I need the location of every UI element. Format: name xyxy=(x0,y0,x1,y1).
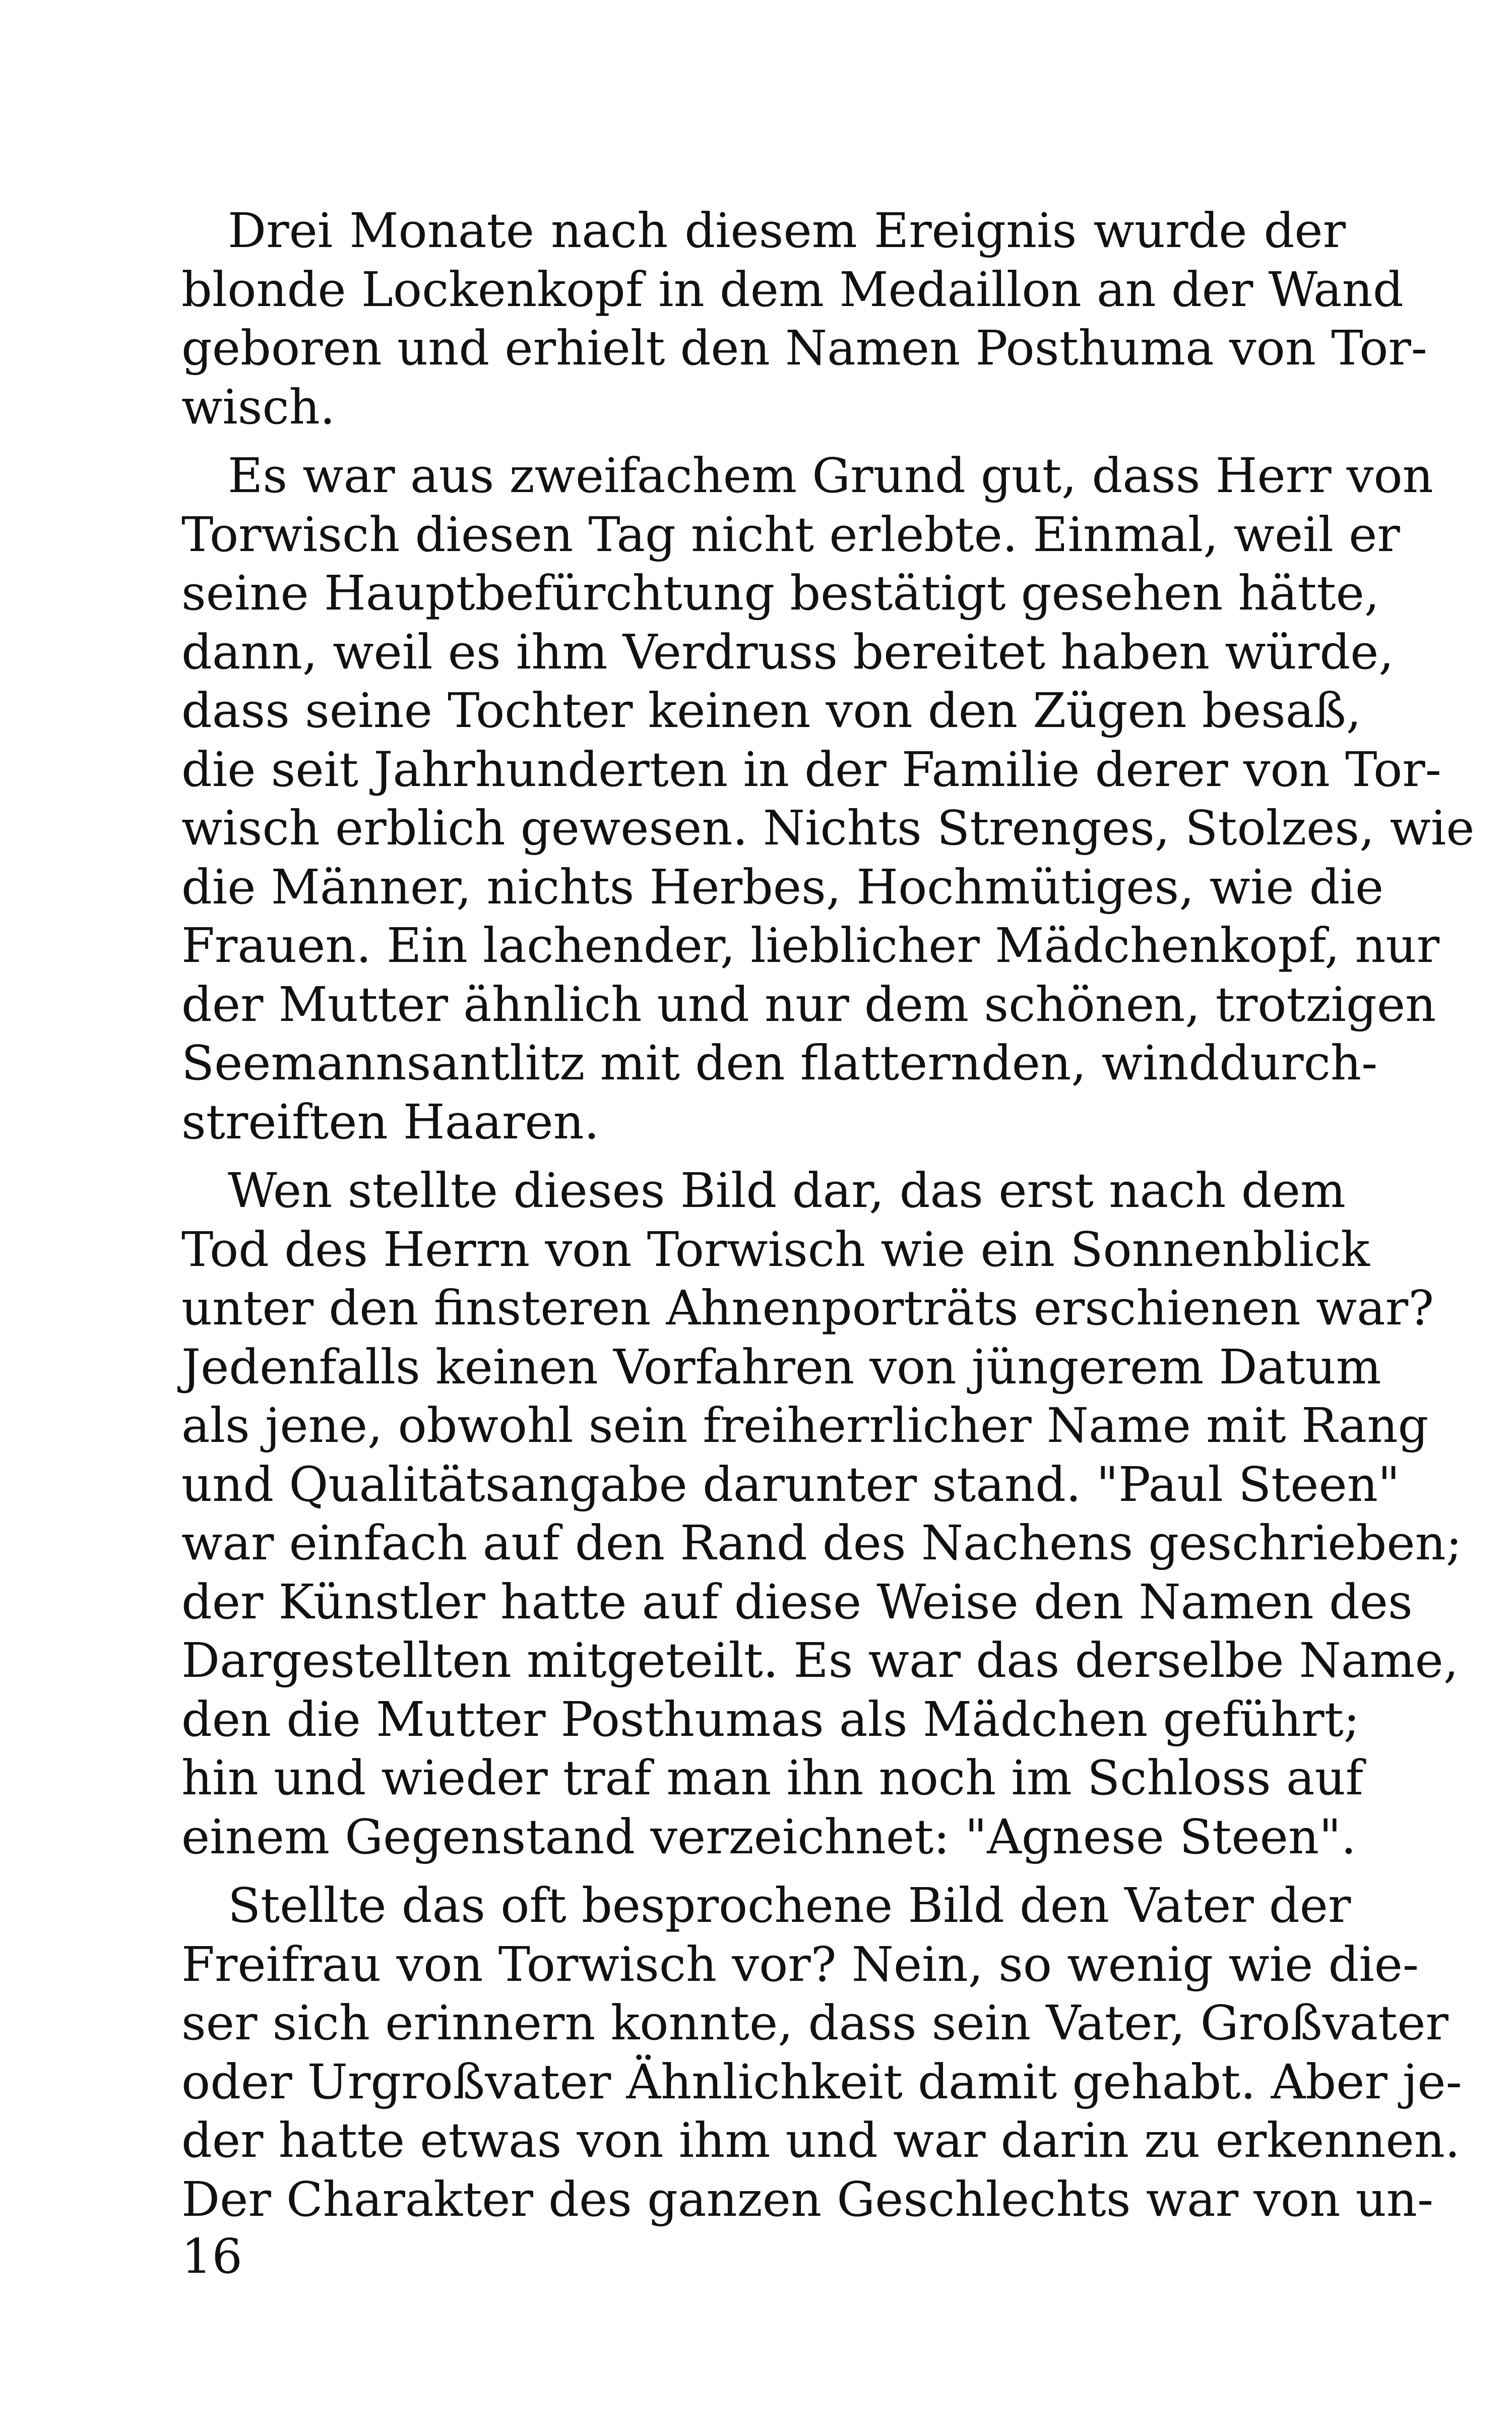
text-line: wisch erblich gewesen. Nichts Strenges, Stolzes, wie xyxy=(181,801,1475,856)
body-text xyxy=(181,202,1475,2229)
text-line: der Künstler hatte auf diese Weise den Namen des xyxy=(181,1574,1413,1630)
text-line: seine Hauptbefürchtung bestätigt gesehen hätte, xyxy=(181,566,1380,621)
text-line: ser sich erinnern konnte, dass sein Vater, Großvater xyxy=(181,1995,1448,2051)
text-line: Seemannsantlitz mit den flatternden, winddurch- xyxy=(181,1036,1378,1091)
text-line: geboren und erhielt den Namen Posthuma von Tor- xyxy=(181,321,1427,376)
text-line: der Mutter ähnlich und nur dem schönen, trotzigen xyxy=(181,977,1436,1033)
text-line: Stellte das oft besprochene Bild den Vater der xyxy=(228,1878,1351,1933)
text-line: Torwisch diesen Tag nicht erlebte. Einmal, weil er xyxy=(181,507,1400,563)
text-line: blonde Lockenkopf in dem Medaillon an der Wand xyxy=(181,262,1404,318)
paragraph-4 xyxy=(181,1877,1462,2229)
text-line: Der Charakter des ganzen Geschlechts war von un- xyxy=(181,2171,1434,2227)
text-line: und Qualitätsangabe darunter stand. "Paul Steen" xyxy=(181,1457,1400,1512)
paragraph-1 xyxy=(181,202,1427,437)
text-line: Dargestellten mitgeteilt. Es war das derselbe Name, xyxy=(181,1633,1459,1688)
text-line: Drei Monate nach diesem Ereignis wurde der xyxy=(228,203,1346,259)
text-line: die seit Jahrhunderten in der Familie derer von Tor- xyxy=(181,742,1441,798)
text-line: dann, weil es ihm Verdruss bereitet haben würde, xyxy=(181,624,1394,680)
text-line: Wen stellte dieses Bild dar, das erst nach dem xyxy=(228,1163,1346,1219)
text-line: die Männer, nichts Herbes, Hochmütiges, wie die xyxy=(181,859,1384,915)
text-line: Frauen. Ein lachender, lieblicher Mädchenkopf, nur xyxy=(181,918,1440,974)
text-line: Tod des Herrn von Torwisch wie ein Sonnenblick xyxy=(181,1222,1370,1278)
text-line: hin und wieder traf man ihn noch im Schloss auf xyxy=(181,1750,1363,1806)
text-line: war einfach auf den Rand des Nachens geschrieben; xyxy=(181,1516,1462,1571)
text-line: dass seine Tochter keinen von den Zügen besaß, xyxy=(181,683,1361,739)
text-line: oder Urgroßvater Ähnlichkeit damit gehabt. Aber je- xyxy=(181,2054,1462,2110)
page-number: 16 xyxy=(181,2229,242,2284)
text-line: der hatte etwas von ihm und war darin zu erkennen. xyxy=(181,2113,1461,2168)
text-line: unter den finsteren Ahnenporträts erschienen war? xyxy=(181,1281,1434,1336)
text-line: Jedenfalls keinen Vorfahren von jüngerem Datum xyxy=(181,1339,1381,1395)
paragraph-2 xyxy=(181,447,1475,1152)
text-line: den die Mutter Posthumas als Mädchen geführt; xyxy=(181,1691,1360,1747)
text-line: streiften Haaren. xyxy=(181,1094,600,1150)
text-line: Es war aus zweifachem Grund gut, dass Herr von xyxy=(228,448,1433,504)
text-line: Freifrau von Torwisch vor? Nein, so wenig wie die- xyxy=(181,1937,1419,1992)
text-line: wisch. xyxy=(181,379,336,435)
paragraph-3 xyxy=(181,1162,1462,1866)
text-line: als jene, obwohl sein freiherrlicher Name mit Rang xyxy=(181,1398,1429,1454)
text-line: einem Gegenstand verzeichnet: "Agnese Steen". xyxy=(181,1809,1356,1865)
